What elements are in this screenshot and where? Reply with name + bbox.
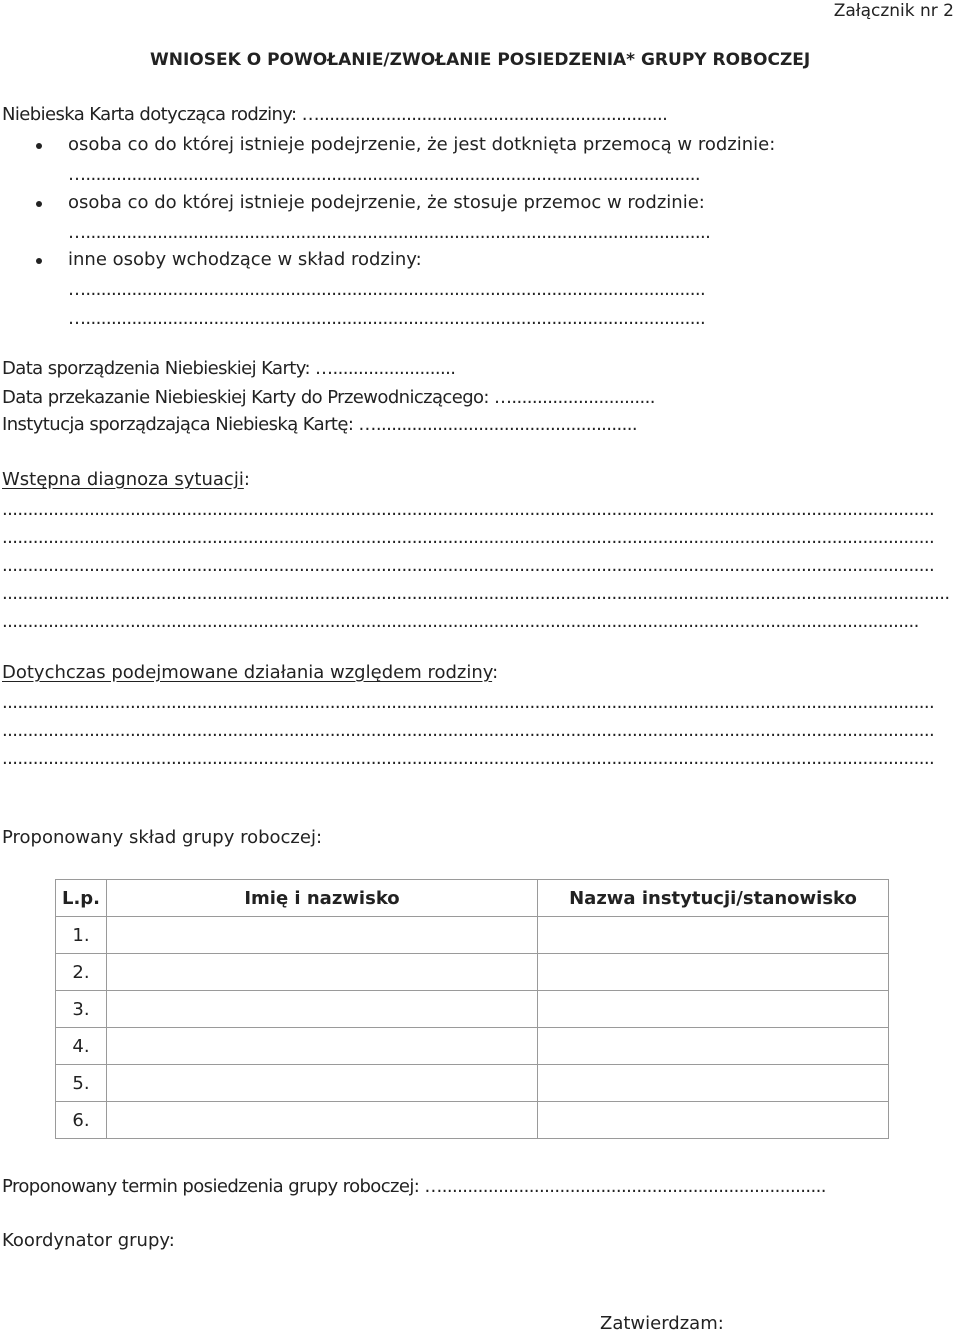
actions-line[interactable]: ......................................................................................................................................................................................: [2, 692, 935, 713]
diagnosis-heading-text: Wstępna diagnoza sytuacji: [2, 469, 244, 490]
name-cell[interactable]: [107, 991, 538, 1028]
row-number: 3.: [56, 991, 107, 1028]
bullet-icon: [36, 143, 42, 149]
table-row: [56, 1065, 889, 1102]
diagnosis-line[interactable]: ......................................................................................................................................................................................: [2, 499, 935, 520]
actions-heading-text: Dotychczas podejmowane działania względem rodziny: [2, 662, 493, 683]
coordinator-label: Koordynator grupy:: [2, 1230, 175, 1251]
card-handed-date: Data przekazanie Niebieskiej Karty do Przewodniczącego: …............................: [2, 387, 655, 408]
name-cell[interactable]: [107, 954, 538, 991]
row-number: 6.: [56, 1102, 107, 1139]
meeting-date-field[interactable]: Proponowany termin posiedzenia grupy roboczej: …...........................................................................: [2, 1176, 826, 1197]
institution-cell[interactable]: [538, 954, 889, 991]
diagnosis-line[interactable]: ...................................................................................................................................................................................: [2, 611, 919, 632]
diagnosis-heading: [2, 469, 250, 491]
annex-label: Załącznik nr 2: [833, 1, 954, 21]
row-number: 5.: [56, 1065, 107, 1102]
diagnosis-heading-colon: :: [243, 469, 250, 490]
victim-field[interactable]: …........................................................................................................................: [68, 164, 701, 185]
name-cell[interactable]: [107, 1102, 538, 1139]
approval-label: Zatwierdzam:: [600, 1313, 724, 1334]
document-title: WNIOSEK O POWOŁANIE/ZWOŁANIE POSIEDZENIA* GRUPY ROBOCZEJ: [150, 50, 811, 70]
bullet-icon: [36, 201, 42, 207]
name-cell[interactable]: [107, 1065, 538, 1102]
card-created-date: Data sporządzenia Niebieskiej Karty: …........................: [2, 358, 456, 379]
group-heading: Proponowany skład grupy roboczej:: [2, 827, 323, 848]
actions-line[interactable]: ......................................................................................................................................................................................: [2, 720, 935, 741]
card-label: Niebieska Karta dotycząca rodziny: …....................................................................: [2, 104, 668, 125]
card-institution: Instytucja sporządzająca Niebieską Kartę: …...................................................: [2, 414, 638, 435]
institution-cell[interactable]: [538, 917, 889, 954]
row-number: 2.: [56, 954, 107, 991]
family-members-label: inne osoby wchodzące w skład rodziny:: [68, 249, 422, 270]
table-row: [56, 954, 889, 991]
name-cell[interactable]: [107, 1028, 538, 1065]
column-header-institution: Nazwa instytucji/stanowisko: [538, 880, 889, 917]
family-members-field-2[interactable]: ….........................................................................................................................: [68, 308, 706, 329]
table-row: [56, 991, 889, 1028]
victim-label: osoba co do której istnieje podejrzenie, że jest dotknięta przemocą w rodzinie:: [68, 134, 776, 155]
column-header-name: Imię i nazwisko: [107, 880, 538, 917]
row-number: 1.: [56, 917, 107, 954]
perpetrator-label: osoba co do której istnieje podejrzenie, że stosuje przemoc w rodzinie:: [68, 192, 705, 213]
column-header-lp: L.p.: [56, 880, 107, 917]
actions-line[interactable]: ......................................................................................................................................................................................: [2, 748, 935, 769]
row-number: 4.: [56, 1028, 107, 1065]
diagnosis-line[interactable]: ......................................................................................................................................................................................: [2, 555, 935, 576]
group-members-table: [55, 879, 889, 1139]
diagnosis-line[interactable]: ......................................................................................................................................................................................: [2, 527, 935, 548]
table-row: [56, 1028, 889, 1065]
perpetrator-field[interactable]: …..........................................................................................................................: [68, 222, 711, 243]
bullet-icon: [36, 258, 42, 264]
table-row: [56, 1102, 889, 1139]
actions-heading: [2, 662, 498, 684]
actions-heading-colon: :: [492, 662, 499, 683]
family-members-field[interactable]: ….........................................................................................................................: [68, 279, 706, 300]
institution-cell[interactable]: [538, 1102, 889, 1139]
table-header-row: [56, 880, 889, 917]
institution-cell[interactable]: [538, 1065, 889, 1102]
institution-cell[interactable]: [538, 1028, 889, 1065]
diagnosis-line[interactable]: .........................................................................................................................................................................................: [2, 583, 950, 604]
institution-cell[interactable]: [538, 991, 889, 1028]
table-row: [56, 917, 889, 954]
name-cell[interactable]: [107, 917, 538, 954]
